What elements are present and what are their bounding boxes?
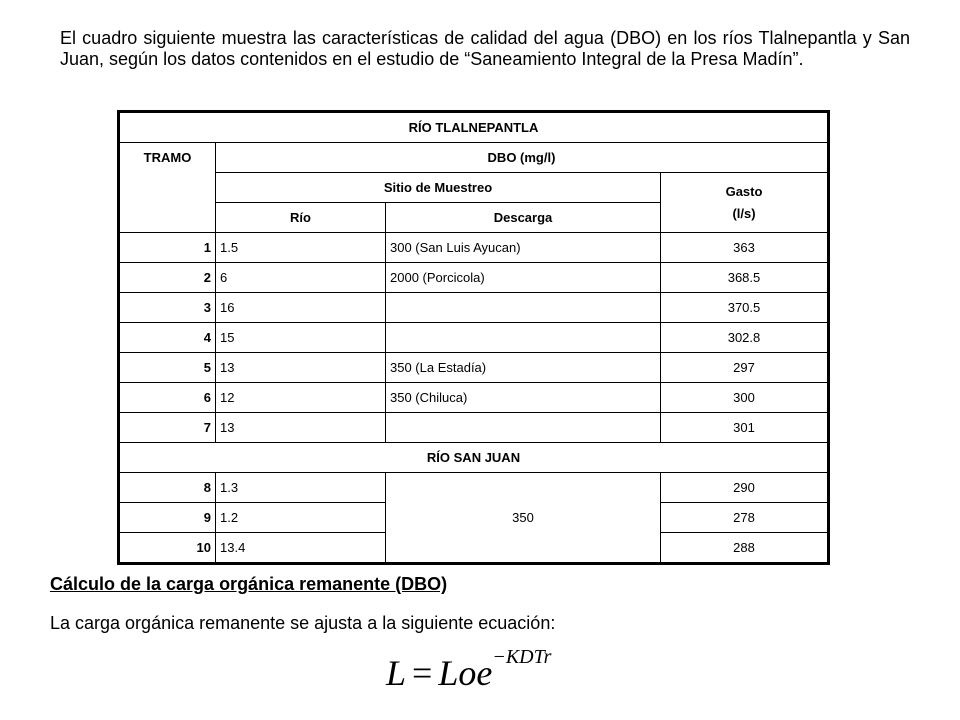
section-title-row [119,443,829,473]
tramo-cell: 1 [119,233,216,263]
gasto-cell: 363 [661,233,829,263]
header-row-1 [119,143,829,173]
dbo-table [117,110,830,565]
header-gasto-unit: (l/s) [732,205,756,221]
table-row [119,383,829,413]
rio-cell: 13 [216,413,386,443]
descarga-cell [386,293,661,323]
decay-equation [386,646,552,694]
tramo-cell: 9 [119,503,216,533]
section-heading: Cálculo de la carga orgánica remanente (DBO) [50,574,448,594]
rio-cell: 6 [216,263,386,293]
rio-cell: 13 [216,353,386,383]
rio-cell: 13.4 [216,533,386,564]
river-title-san-juan: RÍO SAN JUAN [119,443,829,473]
intro-paragraph: El cuadro siguiente muestra las características de calidad del agua (DBO) en los ríos Tlalnepantla y San Juan, según los datos contenidos en el estudio de “Saneamiento Integral de la Presa Madín”. [60,28,910,69]
rio-cell: 16 [216,293,386,323]
table-row [119,323,829,353]
tramo-cell: 6 [119,383,216,413]
rio-cell: 1.5 [216,233,386,263]
header-gasto-label: Gasto [725,183,763,199]
tramo-cell: 10 [119,533,216,564]
tramo-cell: 2 [119,263,216,293]
table-row [119,233,829,263]
header-sitio-muestreo: Sitio de Muestreo [216,173,661,203]
tramo-cell: 4 [119,323,216,353]
rio-cell: 1.3 [216,473,386,503]
header-tramo: TRAMO [119,143,216,233]
header-descarga: Descarga [386,203,661,233]
equation-exponent: −KDTr [492,646,552,668]
header-row-2 [119,173,829,203]
descarga-cell: 300 (San Luis Ayucan) [386,233,661,263]
header-dbo: DBO (mg/l) [216,143,829,173]
gasto-cell: 301 [661,413,829,443]
descarga-cell [386,323,661,353]
gasto-cell: 368.5 [661,263,829,293]
table-row [119,353,829,383]
equation-lhs: L [386,653,407,693]
gasto-cell: 370.5 [661,293,829,323]
table-row [119,263,829,293]
equation-rhs: Loe [438,653,493,693]
table-row [119,473,829,503]
gasto-cell: 302.8 [661,323,829,353]
header-rio: Río [216,203,386,233]
gasto-cell: 278 [661,503,829,533]
san-juan-descarga-cell: 350 [386,473,661,564]
river-title-tlalnepantla: RÍO TLALNEPANTLA [119,112,829,143]
table-title-row [119,112,829,143]
equation-intro-text: La carga orgánica remanente se ajusta a la siguiente ecuación: [50,613,556,633]
tramo-cell: 7 [119,413,216,443]
descarga-cell [386,413,661,443]
equals-sign: = [412,653,433,693]
gasto-cell: 290 [661,473,829,503]
gasto-cell: 297 [661,353,829,383]
rio-cell: 1.2 [216,503,386,533]
descarga-cell: 350 (Chiluca) [386,383,661,413]
rio-cell: 12 [216,383,386,413]
rio-cell: 15 [216,323,386,353]
gasto-cell: 288 [661,533,829,564]
gasto-cell: 300 [661,383,829,413]
tramo-cell: 8 [119,473,216,503]
descarga-cell: 350 (La Estadía) [386,353,661,383]
header-gasto [661,173,829,233]
table-row [119,413,829,443]
table-row [119,293,829,323]
tramo-cell: 5 [119,353,216,383]
descarga-cell: 2000 (Porcicola) [386,263,661,293]
tramo-cell: 3 [119,293,216,323]
